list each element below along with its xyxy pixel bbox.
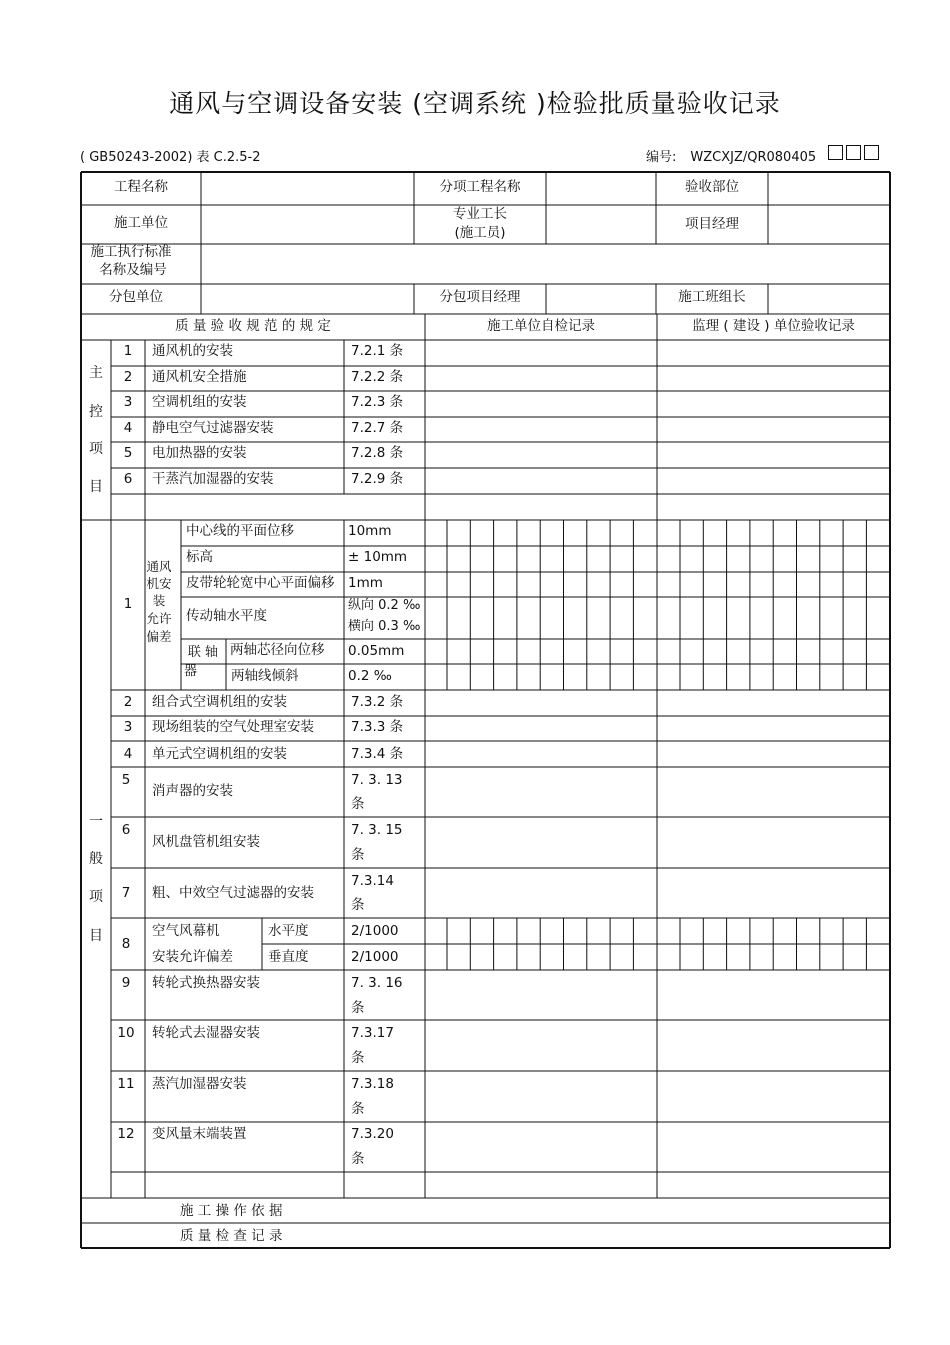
label-standard: 施工执行标准 [90,244,172,260]
general-item8-no: 8 [121,936,131,952]
general-item-name: 变风量末端装置 [152,1126,247,1142]
footer-quality-record: 质 量 检 查 记 录 [180,1228,283,1244]
general-item-name: 风机盘管机组安装 [152,834,260,850]
general-item-name: 转轮式去湿器安装 [152,1025,260,1041]
general-item-clause-unit: 条 [351,1151,365,1167]
general-item-name: 转轮式换热器安装 [152,975,260,991]
general-item-no: 6 [121,822,131,838]
main-item-name: 电加热器的安装 [152,445,247,461]
main-item-no: 2 [123,369,133,385]
footer-basis: 施 工 操 作 依 据 [180,1203,283,1219]
coupling-label-2: 器 [184,664,198,679]
general-item-name: 现场组装的空气处理室安装 [152,719,314,735]
item1-group-label: 偏差 [146,629,172,644]
label-sub-project-name: 分项工程名称 [439,179,521,195]
label-foreman-sub: (施工员) [454,225,506,241]
item8-row-name: 垂直度 [268,949,309,965]
label-standard-code: 名称及编号 [99,262,167,278]
general-item-name: 粗、中效空气过滤器的安装 [152,885,314,901]
column-self-check: 施工单位自检记录 [487,318,595,334]
item1-row-name: 传动轴水平度 [186,608,267,624]
item1-group-label: 允许 [146,611,172,626]
main-item-name: 通风机的安装 [152,343,233,359]
general-item-name: 单元式空调机组的安装 [152,746,287,762]
general-item-clause-unit: 条 [351,847,365,863]
general-item-clause: 7.3.18 [351,1076,394,1092]
label-foreman: 专业工长 [453,206,507,222]
item8-label: 空气风幕机 [152,923,220,939]
main-item-clause: 7.2.9 条 [351,471,404,487]
general-item-no: 10 [117,1025,135,1041]
general-item-no: 9 [121,975,131,991]
main-item-name: 干蒸汽加湿器的安装 [152,471,274,487]
label-sub-project-manager: 分包项目经理 [439,289,521,305]
item1-row-name: 皮带轮轮宽中心平面偏移 [186,575,335,591]
general-item-clause-unit: 条 [351,796,365,812]
page-title: 通风与空调设备安装 (空调系统 )检验批质量验收记录 [169,89,781,118]
main-item-clause: 7.2.3 条 [351,394,404,410]
general-item-no: 12 [117,1126,135,1142]
general-item-name: 蒸汽加湿器安装 [152,1076,247,1092]
main-control-label-3: 项 [89,441,103,457]
general-item-clause: 7. 3. 16 [351,975,403,991]
main-item-no: 3 [123,394,133,410]
general-item-clause: 7.3.14 [351,873,394,889]
item1-row-value: ± 10mm [348,549,408,565]
general-label-4: 目 [89,928,103,944]
general-item-no: 3 [123,719,133,735]
general-item-name: 组合式空调机组的安装 [152,694,287,710]
main-item-clause: 7.2.8 条 [351,445,404,461]
general-item-no: 4 [123,746,133,762]
general-item-clause-unit: 条 [351,897,365,913]
general-label-3: 项 [89,889,103,905]
general-item-no: 11 [117,1076,135,1092]
general-item-no: 7 [121,885,131,901]
label-project-manager: 项目经理 [685,216,739,232]
coupling-row-name: 两轴线倾斜 [231,668,299,684]
general-item-clause: 7.3.4 条 [351,746,404,762]
coupling-row-name: 两轴芯径向位移 [230,642,325,658]
label-acceptance-part: 验收部位 [685,179,739,195]
general-label-1: 一 [89,814,103,830]
standard-reference: ( GB50243-2002) 表 C.2.5-2 [80,150,261,165]
item8-row-name: 水平度 [268,923,309,939]
item1-row-name: 标高 [186,549,213,565]
label-project-name: 工程名称 [114,179,168,195]
main-item-name: 通风机安全措施 [152,369,247,385]
code-label: 编号: [646,150,677,165]
general-item-no: 5 [121,772,131,788]
column-spec: 质 量 验 收 规 范 的 规 定 [175,318,331,334]
general-item-clause: 7.3.3 条 [351,719,404,735]
item1-row-value: 纵向 0.2 ‰ [348,598,421,613]
item1-row-value: 10mm [348,523,392,539]
label-team-leader: 施工班组长 [678,289,746,305]
main-item-no: 4 [123,420,133,436]
code-value: WZCXJZ/QR080405 [690,150,817,165]
general-item-clause-unit: 条 [351,1101,365,1117]
main-control-label-2: 控 [89,404,103,420]
main-item-name: 静电空气过滤器安装 [152,420,274,436]
main-item-name: 空调机组的安装 [152,394,247,410]
item1-group-label: 通风 [146,559,172,574]
general-item-no: 2 [123,694,133,710]
general-item-clause: 7. 3. 13 [351,772,403,788]
item8-row-value: 2/1000 [351,923,399,939]
item1-row-value: 横向 0.3 ‰ [348,619,421,634]
main-item-clause: 7.2.2 条 [351,369,404,385]
main-item-no: 6 [123,471,133,487]
item1-group-label: 机安 [146,576,172,591]
item8-label-2: 安装允许偏差 [152,949,233,965]
general-item-clause: 7. 3. 15 [351,822,403,838]
label-construction-unit: 施工单位 [114,215,168,231]
general-item-clause: 7.3.2 条 [351,694,404,710]
coupling-row-value: 0.05mm [348,643,405,659]
main-item-no: 5 [123,445,133,461]
main-item-clause: 7.2.1 条 [351,343,404,359]
general-item-name: 消声器的安装 [152,783,233,799]
coupling-label: 联 轴 [187,645,219,660]
label-subcontractor: 分包单位 [109,289,163,305]
general-item-clause-unit: 条 [351,1000,365,1016]
general-item1-no: 1 [123,596,133,612]
item1-row-value: 1mm [348,575,383,591]
column-supervision: 监理 ( 建设 ) 单位验收记录 [692,318,855,334]
main-control-label-4: 目 [89,479,103,495]
item1-row-name: 中心线的平面位移 [186,523,294,539]
main-control-label-1: 主 [89,365,103,381]
item1-group-label: 装 [152,593,166,608]
coupling-row-value: 0.2 ‰ [348,668,392,684]
general-item-clause: 7.3.17 [351,1025,394,1041]
general-label-2: 般 [89,851,103,867]
main-item-no: 1 [123,343,133,359]
general-item-clause: 7.3.20 [351,1126,394,1142]
general-item-clause-unit: 条 [351,1050,365,1066]
item8-row-value: 2/1000 [351,949,399,965]
main-item-clause: 7.2.7 条 [351,420,404,436]
